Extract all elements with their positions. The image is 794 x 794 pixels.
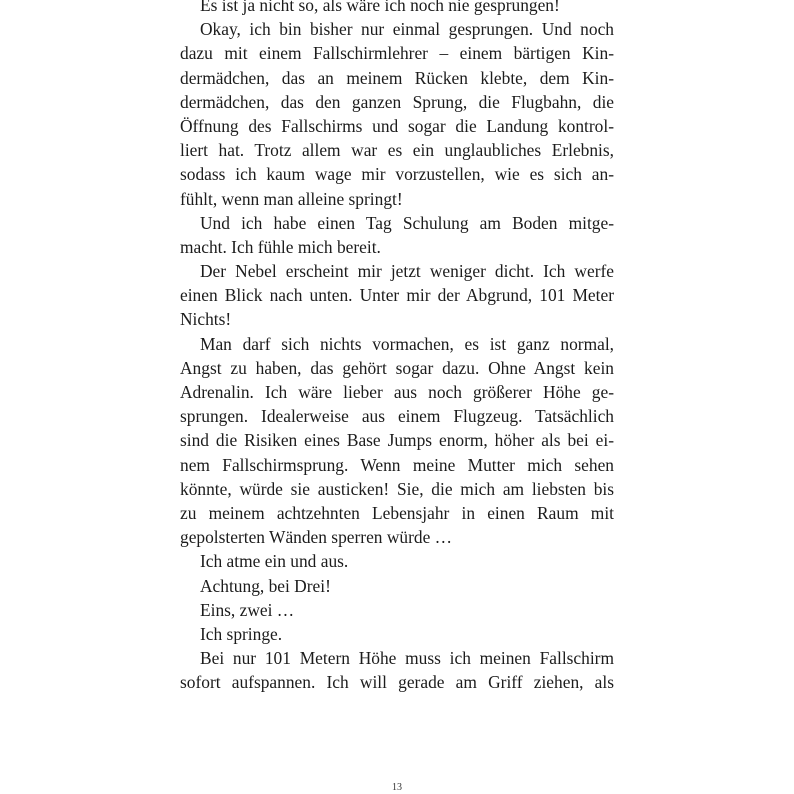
text-line: Ich atme ein und aus. <box>200 551 349 572</box>
text-line: macht. Ich fühle mich bereit. <box>180 236 381 257</box>
text-line: Nichts! <box>180 309 232 330</box>
page-number: 13 <box>392 782 402 793</box>
text-line: Öffnung des Fallschirms und sogar die Landung kontrol- <box>180 115 614 136</box>
text-line: nem Fallschirmsprung. Wenn meine Mutter mich sehen <box>180 454 614 475</box>
text-line: Ich springe. <box>200 623 283 644</box>
text-line: sprungen. Idealerweise aus einem Flugzeug. Tatsächlich <box>180 406 614 427</box>
text-line: Und ich habe einen Tag Schulung am Boden mitge- <box>200 212 614 233</box>
text-line: einen Blick nach unten. Unter mir der Abgrund, 101 Meter <box>180 285 614 306</box>
text-line: dermädchen, das den ganzen Sprung, die Flugbahn, die <box>180 91 614 112</box>
text-line: sodass ich kaum wage mir vorzustellen, wie es sich an- <box>180 164 614 185</box>
text-line: Man darf sich nichts vormachen, es ist ganz normal, <box>200 333 614 354</box>
text-line: Es ist ja nicht so, als wäre ich noch nie gesprungen! <box>200 0 560 15</box>
book-page-text <box>180 0 614 694</box>
text-line: könnte, würde sie austicken! Sie, die mich am liebsten bis <box>180 478 614 499</box>
text-line: Bei nur 101 Metern Höhe muss ich meinen Fallschirm <box>200 648 614 669</box>
text-line: Adrenalin. Ich wäre lieber aus noch größerer Höhe ge- <box>180 382 614 402</box>
text-line: sind die Risiken eines Base Jumps enorm, höher als bei ei- <box>180 430 614 451</box>
text-line: zu meinem achtzehnten Lebensjahr in einen Raum mit <box>180 502 614 523</box>
text-line: dazu mit einem Fallschirmlehrer – einem bärtigen Kin- <box>180 43 614 64</box>
text-line: Okay, ich bin bisher nur einmal gesprungen. Und noch <box>200 19 614 40</box>
text-line: dermädchen, das an meinem Rücken klebte, dem Kin- <box>180 67 614 88</box>
text-line: fühlt, wenn man alleine springt! <box>180 188 403 209</box>
text-line: Angst zu haben, das gehört sogar dazu. Ohne Angst kein <box>180 357 614 378</box>
text-line: Eins, zwei … <box>200 599 295 620</box>
text-line: Der Nebel erscheint mir jetzt weniger dicht. Ich werfe <box>200 261 614 282</box>
text-line: gepolsterten Wänden sperren würde … <box>180 527 453 548</box>
text-line: sofort aufspannen. Ich will gerade am Griff ziehen, als <box>180 672 614 693</box>
text-line: Achtung, bei Drei! <box>200 575 331 596</box>
text-line: liert hat. Trotz allem war es ein unglaubliches Erlebnis, <box>180 140 614 161</box>
